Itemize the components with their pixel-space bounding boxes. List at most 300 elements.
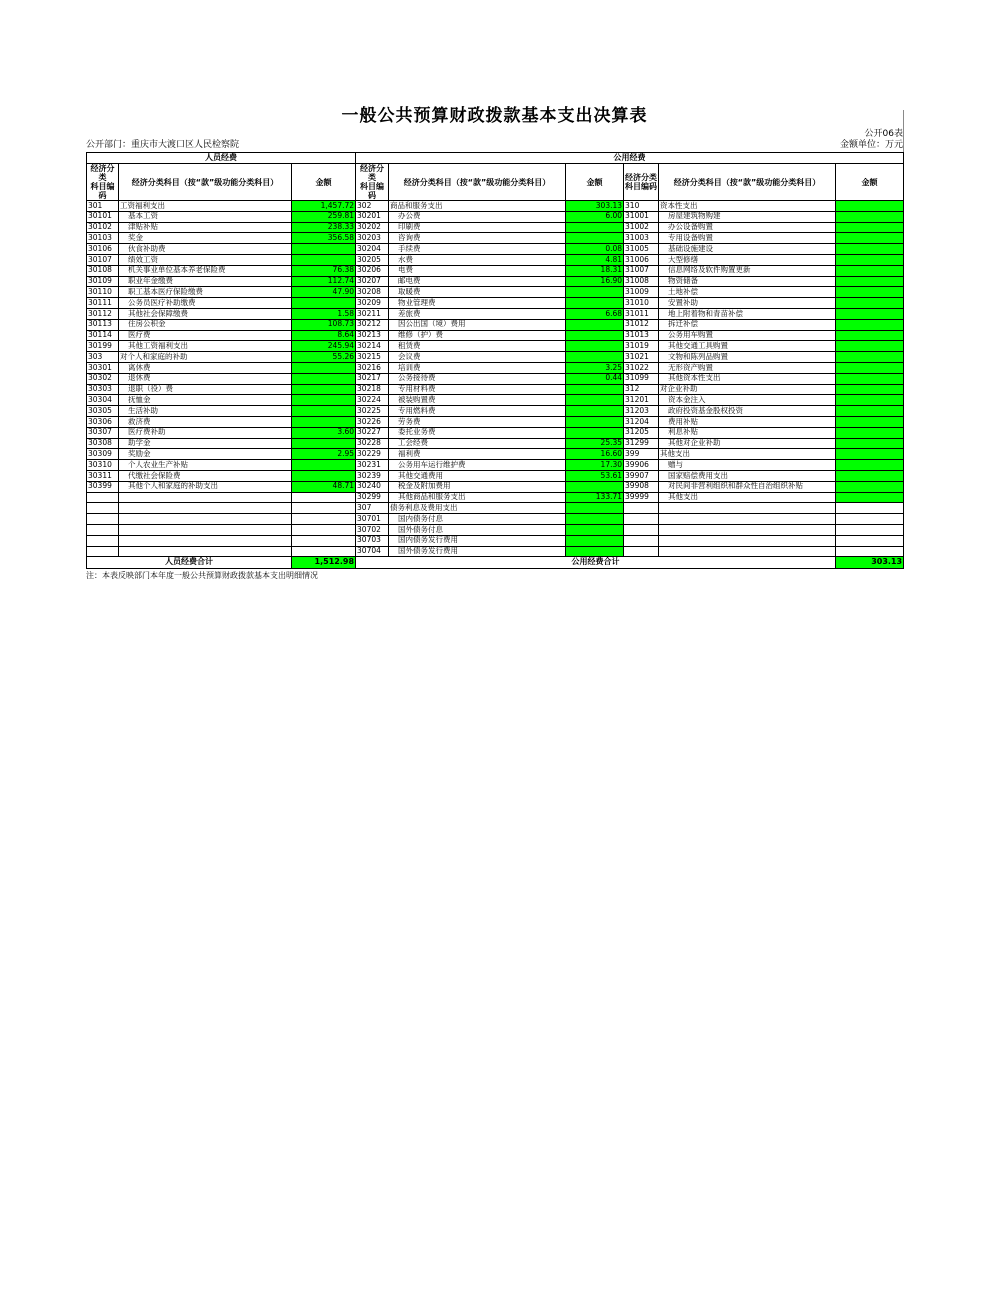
subject-cell: 委托业务费	[389, 427, 566, 438]
code-cell: 31012	[624, 319, 659, 330]
amount-cell	[836, 233, 904, 244]
code-cell: 30209	[356, 298, 389, 309]
amount-cell: 6.68	[566, 308, 624, 319]
subject-cell: 专用燃料费	[389, 406, 566, 417]
code-cell: 39907	[624, 470, 659, 481]
amount-cell	[836, 265, 904, 276]
amount-cell	[836, 514, 904, 525]
subject-cell: 利息补贴	[659, 427, 836, 438]
subject-cell: 对企业补助	[659, 384, 836, 395]
amount-cell: 48.71	[292, 481, 356, 492]
amount-cell	[566, 287, 624, 298]
amount-cell: 76.38	[292, 265, 356, 276]
subject-cell: 其他支出	[659, 492, 836, 503]
subject-cell	[119, 524, 292, 535]
subject-cell: 无形资产购置	[659, 362, 836, 373]
amount-cell	[836, 211, 904, 222]
code-cell: 30213	[356, 330, 389, 341]
subject-cell: 办公设备购置	[659, 222, 836, 233]
code-cell: 31003	[624, 233, 659, 244]
code-cell	[87, 503, 119, 514]
subject-cell: 其他对企业补助	[659, 438, 836, 449]
department-label: 公开部门：重庆市大渡口区人民检察院	[86, 140, 240, 150]
amount-cell	[292, 514, 356, 525]
subject-cell: 基本工资	[119, 211, 292, 222]
code-cell: 31010	[624, 298, 659, 309]
code-cell: 31002	[624, 222, 659, 233]
code-cell: 30110	[87, 287, 119, 298]
amount-cell	[836, 298, 904, 309]
amount-cell	[292, 416, 356, 427]
subject-cell: 公务接待费	[389, 373, 566, 384]
amount-cell: 356.58	[292, 233, 356, 244]
subject-cell: 工会经费	[389, 438, 566, 449]
subject-cell: 物业管理费	[389, 298, 566, 309]
code-cell: 30216	[356, 362, 389, 373]
code-cell: 30308	[87, 438, 119, 449]
subject-cell: 差旅费	[389, 308, 566, 319]
amount-cell: 2.95	[292, 449, 356, 460]
code-header	[624, 164, 659, 201]
code-cell	[624, 514, 659, 525]
code-cell: 31005	[624, 244, 659, 255]
code-cell: 30212	[356, 319, 389, 330]
code-cell: 303	[87, 352, 119, 363]
amount-cell: 238.33	[292, 222, 356, 233]
code-header	[87, 164, 119, 201]
subject-cell: 工资福利支出	[119, 201, 292, 212]
code-cell: 30199	[87, 341, 119, 352]
amount-cell	[566, 330, 624, 341]
subject-cell: 津贴补贴	[119, 222, 292, 233]
amount-cell	[836, 438, 904, 449]
code-cell: 30207	[356, 276, 389, 287]
code-cell: 31099	[624, 373, 659, 384]
amount-cell: 16.90	[566, 276, 624, 287]
subject-cell: 政府投资基金股权投资	[659, 406, 836, 417]
amount-cell	[836, 449, 904, 460]
subject-cell: 基础设施建设	[659, 244, 836, 255]
amount-cell	[566, 416, 624, 427]
subject-cell: 地上附着物和青苗补偿	[659, 308, 836, 319]
code-cell: 31022	[624, 362, 659, 373]
amount-cell	[566, 298, 624, 309]
code-cell	[87, 514, 119, 525]
table-row	[87, 341, 904, 352]
amount-cell	[566, 384, 624, 395]
code-cell: 31007	[624, 265, 659, 276]
subject-cell: 退职（役）费	[119, 384, 292, 395]
table-row	[87, 287, 904, 298]
subject-cell: 代缴社会保险费	[119, 470, 292, 481]
code-cell: 30399	[87, 481, 119, 492]
subject-header: 经济分类科目（按“款”级功能分类科目）	[389, 164, 566, 201]
amount-cell	[566, 546, 624, 557]
code-cell	[624, 503, 659, 514]
code-cell: 30307	[87, 427, 119, 438]
table-row	[87, 233, 904, 244]
budget-table	[86, 152, 904, 569]
code-header-line1: 经济分类	[90, 164, 115, 182]
amount-header: 金额	[292, 164, 356, 201]
code-cell: 30239	[356, 470, 389, 481]
subject-cell	[659, 514, 836, 525]
amount-cell	[292, 298, 356, 309]
code-cell: 31006	[624, 254, 659, 265]
amount-cell	[836, 319, 904, 330]
table-row	[87, 503, 904, 514]
amount-cell: 17.30	[566, 460, 624, 471]
subject-cell: 其他交通工具购置	[659, 341, 836, 352]
subject-cell: 福利费	[389, 449, 566, 460]
table-row	[87, 470, 904, 481]
amount-cell	[836, 416, 904, 427]
table-row	[87, 373, 904, 384]
amount-cell	[292, 395, 356, 406]
amount-header: 金额	[836, 164, 904, 201]
code-cell	[624, 524, 659, 535]
subject-cell: 机关事业单位基本养老保险费	[119, 265, 292, 276]
subject-cell: 赠与	[659, 460, 836, 471]
amount-cell	[836, 460, 904, 471]
amount-cell	[566, 319, 624, 330]
subject-cell: 维修（护）费	[389, 330, 566, 341]
subject-cell: 咨询费	[389, 233, 566, 244]
page-title: 一般公共预算财政拨款基本支出决算表	[341, 106, 648, 126]
code-cell: 301	[87, 201, 119, 212]
table-row	[87, 514, 904, 525]
amount-cell: 303.13	[566, 201, 624, 212]
code-cell: 30702	[356, 524, 389, 535]
subject-cell	[119, 535, 292, 546]
code-cell	[87, 546, 119, 557]
code-cell	[624, 546, 659, 557]
subject-cell: 其他交通费用	[389, 470, 566, 481]
subject-cell: 信息网络及软件购置更新	[659, 265, 836, 276]
code-cell: 30302	[87, 373, 119, 384]
code-cell: 30306	[87, 416, 119, 427]
subject-cell: 租赁费	[389, 341, 566, 352]
table-row	[87, 406, 904, 417]
amount-cell	[836, 427, 904, 438]
subject-cell: 离休费	[119, 362, 292, 373]
code-cell: 30214	[356, 341, 389, 352]
subject-cell: 文物和陈列品购置	[659, 352, 836, 363]
amount-cell	[292, 535, 356, 546]
amount-cell: 0.08	[566, 244, 624, 255]
code-cell	[87, 535, 119, 546]
amount-cell	[566, 514, 624, 525]
table-row	[87, 524, 904, 535]
amount-cell	[566, 481, 624, 492]
code-cell: 30112	[87, 308, 119, 319]
table-row	[87, 384, 904, 395]
subject-cell: 公务用车运行维护费	[389, 460, 566, 471]
budget-sheet	[86, 106, 903, 581]
amount-cell: 1.58	[292, 308, 356, 319]
code-cell: 30228	[356, 438, 389, 449]
personnel-total-amount: 1,512.98	[292, 557, 356, 569]
subject-cell: 国外债务发行费用	[389, 546, 566, 557]
amount-cell: 47.90	[292, 287, 356, 298]
public-total-amount: 303.13	[836, 557, 904, 569]
amount-cell	[836, 352, 904, 363]
subject-cell: 医疗费补助	[119, 427, 292, 438]
subject-cell: 被装购置费	[389, 395, 566, 406]
subject-cell: 房屋建筑物购建	[659, 211, 836, 222]
subject-cell: 资本金注入	[659, 395, 836, 406]
amount-cell	[836, 201, 904, 212]
code-cell: 31204	[624, 416, 659, 427]
code-cell: 30240	[356, 481, 389, 492]
amount-cell: 4.81	[566, 254, 624, 265]
subject-cell: 职工基本医疗保险缴费	[119, 287, 292, 298]
table-rows	[87, 201, 904, 557]
amount-cell	[566, 503, 624, 514]
code-cell: 31009	[624, 287, 659, 298]
table-note: 注：本表反映部门本年度一般公共预算财政拨款基本支出明细情况	[86, 570, 318, 580]
subject-cell: 绩效工资	[119, 254, 292, 265]
subject-cell: 国内债务付息	[389, 514, 566, 525]
meta-row	[86, 140, 903, 151]
table-row	[87, 201, 904, 212]
code-header-line1: 经济分类	[625, 173, 658, 182]
subject-cell: 国外债务付息	[389, 524, 566, 535]
amount-cell	[836, 222, 904, 233]
table-row	[87, 244, 904, 255]
table-row	[87, 492, 904, 503]
amount-cell	[836, 503, 904, 514]
column-header-row	[87, 164, 904, 201]
code-cell: 30301	[87, 362, 119, 373]
code-cell: 30108	[87, 265, 119, 276]
amount-cell	[566, 352, 624, 363]
subject-cell	[659, 546, 836, 557]
amount-cell: 3.60	[292, 427, 356, 438]
table-row	[87, 254, 904, 265]
subject-cell: 抚恤金	[119, 395, 292, 406]
amount-cell	[836, 330, 904, 341]
subject-cell: 培训费	[389, 362, 566, 373]
amount-cell	[566, 395, 624, 406]
subject-cell: 水费	[389, 254, 566, 265]
section-header-row	[87, 153, 904, 164]
amount-cell	[836, 276, 904, 287]
subject-cell: 国家赔偿费用支出	[659, 470, 836, 481]
amount-cell: 108.73	[292, 319, 356, 330]
subject-cell: 其他社会保障缴费	[119, 308, 292, 319]
table-row	[87, 222, 904, 233]
code-cell	[87, 524, 119, 535]
amount-cell	[836, 362, 904, 373]
code-cell: 30310	[87, 460, 119, 471]
subject-cell: 大型修缮	[659, 254, 836, 265]
subject-cell: 其他工资福利支出	[119, 341, 292, 352]
amount-cell	[836, 384, 904, 395]
code-cell: 30309	[87, 449, 119, 460]
code-cell: 310	[624, 201, 659, 212]
code-cell: 30204	[356, 244, 389, 255]
code-cell: 30225	[356, 406, 389, 417]
amount-cell	[566, 535, 624, 546]
amount-cell	[836, 244, 904, 255]
subject-cell: 职业年金缴费	[119, 276, 292, 287]
table-row	[87, 319, 904, 330]
subject-cell: 安置补助	[659, 298, 836, 309]
code-cell: 30201	[356, 211, 389, 222]
code-cell: 30101	[87, 211, 119, 222]
table-row	[87, 211, 904, 222]
subject-cell	[119, 514, 292, 525]
amount-cell: 1,457.72	[292, 201, 356, 212]
subject-cell: 其他支出	[659, 449, 836, 460]
code-cell: 31013	[624, 330, 659, 341]
amount-cell: 245.94	[292, 341, 356, 352]
subject-cell: 个人农业生产补贴	[119, 460, 292, 471]
subject-cell: 公务员医疗补助缴费	[119, 298, 292, 309]
subject-cell: 专用设备购置	[659, 233, 836, 244]
code-cell: 30704	[356, 546, 389, 557]
subject-cell: 其他商品和服务支出	[389, 492, 566, 503]
amount-cell	[836, 546, 904, 557]
amount-cell: 8.64	[292, 330, 356, 341]
table-row	[87, 416, 904, 427]
code-header-line2: 科目编码	[360, 182, 385, 200]
subject-cell: 退休费	[119, 373, 292, 384]
amount-cell	[566, 341, 624, 352]
subject-cell: 奖金	[119, 233, 292, 244]
amount-cell	[292, 438, 356, 449]
amount-cell	[836, 254, 904, 265]
code-cell: 31203	[624, 406, 659, 417]
code-cell: 31011	[624, 308, 659, 319]
amount-cell	[292, 492, 356, 503]
code-header-line2: 科目编码	[90, 182, 115, 200]
total-row	[87, 557, 904, 569]
code-cell: 39999	[624, 492, 659, 503]
subject-header: 经济分类科目（按“款”级功能分类科目）	[119, 164, 292, 201]
table-row	[87, 330, 904, 341]
amount-cell	[836, 406, 904, 417]
code-cell: 312	[624, 384, 659, 395]
code-cell: 30304	[87, 395, 119, 406]
table-row	[87, 535, 904, 546]
code-cell: 30114	[87, 330, 119, 341]
amount-cell	[566, 406, 624, 417]
amount-cell	[292, 524, 356, 535]
code-cell: 31201	[624, 395, 659, 406]
public-total-label: 公用经费合计	[356, 557, 836, 569]
subject-cell: 税金及附加费用	[389, 481, 566, 492]
subject-cell: 对民间非营利组织和群众性自治组织补贴	[659, 481, 836, 492]
table-row	[87, 427, 904, 438]
subject-cell: 办公费	[389, 211, 566, 222]
amount-cell	[836, 395, 904, 406]
code-cell: 30215	[356, 352, 389, 363]
amount-cell	[292, 406, 356, 417]
amount-cell	[292, 503, 356, 514]
section-header-public: 公用经费	[356, 153, 904, 164]
subject-cell: 商品和服务支出	[389, 201, 566, 212]
code-cell: 30203	[356, 233, 389, 244]
code-cell: 30226	[356, 416, 389, 427]
table-row	[87, 449, 904, 460]
code-cell	[624, 535, 659, 546]
subject-cell: 印刷费	[389, 222, 566, 233]
code-cell: 30303	[87, 384, 119, 395]
code-cell: 30102	[87, 222, 119, 233]
code-header-line1: 经济分类	[360, 164, 385, 182]
code-cell: 30231	[356, 460, 389, 471]
table-row	[87, 362, 904, 373]
code-cell: 30229	[356, 449, 389, 460]
code-cell: 39908	[624, 481, 659, 492]
amount-cell: 18.31	[566, 265, 624, 276]
table-row	[87, 265, 904, 276]
amount-cell: 3.25	[566, 362, 624, 373]
subject-cell: 国内债务发行费用	[389, 535, 566, 546]
subject-cell: 会议费	[389, 352, 566, 363]
amount-cell	[292, 460, 356, 471]
amount-cell	[292, 373, 356, 384]
code-header-line2: 科目编码	[625, 182, 658, 191]
subject-cell: 其他个人和家庭的补助支出	[119, 481, 292, 492]
amount-cell	[566, 222, 624, 233]
amount-cell: 16.60	[566, 449, 624, 460]
code-cell: 31205	[624, 427, 659, 438]
subject-cell: 住房公积金	[119, 319, 292, 330]
code-cell: 30217	[356, 373, 389, 384]
code-cell: 30206	[356, 265, 389, 276]
subject-cell: 费用补贴	[659, 416, 836, 427]
amount-cell	[292, 546, 356, 557]
amount-cell: 133.71	[566, 492, 624, 503]
code-cell: 31019	[624, 341, 659, 352]
amount-cell	[566, 524, 624, 535]
amount-cell	[836, 341, 904, 352]
subject-cell: 救济费	[119, 416, 292, 427]
table-row	[87, 352, 904, 363]
subject-cell: 因公出国（境）费用	[389, 319, 566, 330]
code-cell: 39906	[624, 460, 659, 471]
subject-cell: 医疗费	[119, 330, 292, 341]
form-number: 公开06表	[864, 129, 903, 139]
code-cell: 30211	[356, 308, 389, 319]
unit-label: 金额单位：万元	[839, 140, 903, 150]
subject-cell: 生活补助	[119, 406, 292, 417]
amount-cell	[836, 308, 904, 319]
subject-cell: 专用材料费	[389, 384, 566, 395]
subject-cell: 邮电费	[389, 276, 566, 287]
table-row	[87, 546, 904, 557]
subject-cell: 其他资本性支出	[659, 373, 836, 384]
subject-cell: 公务用车购置	[659, 330, 836, 341]
code-cell: 31299	[624, 438, 659, 449]
table-row	[87, 395, 904, 406]
page-edge-line	[903, 110, 904, 157]
subject-cell	[659, 503, 836, 514]
code-cell	[87, 492, 119, 503]
code-cell: 30106	[87, 244, 119, 255]
code-cell: 30103	[87, 233, 119, 244]
code-cell: 30227	[356, 427, 389, 438]
subject-cell	[119, 492, 292, 503]
table-row	[87, 481, 904, 492]
amount-cell: 53.61	[566, 470, 624, 481]
subject-cell	[659, 524, 836, 535]
amount-cell	[836, 535, 904, 546]
amount-cell: 25.35	[566, 438, 624, 449]
